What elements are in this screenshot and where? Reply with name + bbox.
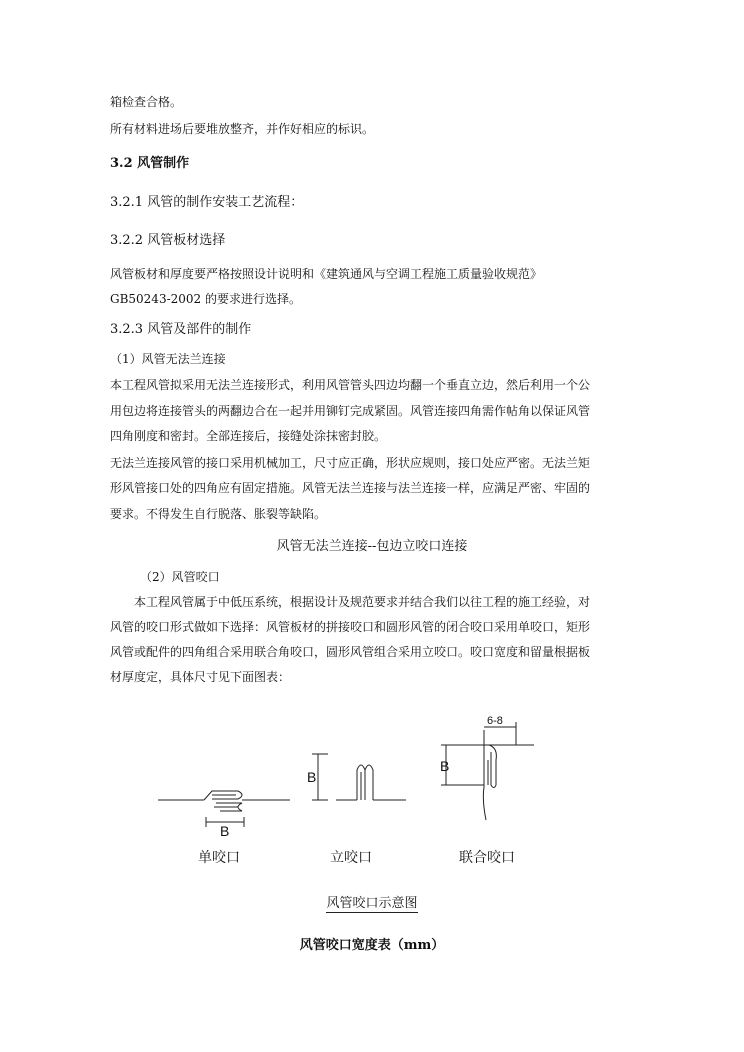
- paragraph-line: 四角刚度和密封。全部连接后，接缝处涂抹密封胶。: [110, 429, 387, 443]
- paragraph-line: 材厚度定，具体尺寸见下面图表：: [110, 670, 291, 684]
- standing-seam-drawing: [312, 754, 406, 800]
- paragraph-line: 风管或配件的四角组合采用联合角咬口，圆形风管组合采用立咬口。咬口宽度和留量根据板: [110, 645, 591, 659]
- section-heading-3-2: 3.2 风管制作: [110, 156, 190, 171]
- paragraph-line: 用包边将连接管头的两翻边合在一起并用铆钉完成紧固。风管连接四角需作帖角以保证风管: [110, 404, 591, 418]
- paragraph-line: 箱检查合格。: [110, 95, 183, 109]
- paragraph-line: 所有材料进场后要堆放整齐，并作好相应的标识。: [110, 122, 375, 136]
- dim-label-b: B: [307, 769, 317, 785]
- label-standing-seam: 立咬口: [330, 849, 372, 865]
- table-title: 风管咬口宽度表（mm）: [299, 938, 445, 953]
- paragraph-line: 无法兰连接风管的接口采用机械加工，尺寸应正确，形状应规则，接口处应严密。无法兰矩: [110, 456, 591, 470]
- paragraph-line: 本工程风管拟采用无法兰连接形式，利用风管管头四边均翻一个垂直立边，然后利用一个公: [110, 378, 591, 392]
- paragraph-line: 要求。不得发生自行脱落、胀裂等缺陷。: [110, 507, 327, 521]
- paragraph-line: 形风管接口处的四角应有固定措施。风管无法兰连接与法兰连接一样，应满足严密、牢固的: [110, 481, 591, 495]
- paragraph-line: 风管的咬口形式做如下选择：风管板材的拼接咬口和圆形风管的闭合咬口采用单咬口，矩形: [110, 620, 591, 634]
- combined-seam-drawing: [441, 722, 534, 820]
- section-heading-3-2-3: 3.2.3 风管及部件的制作: [110, 322, 252, 337]
- paragraph-line: 本工程风管属于中低压系统，根据设计及规范要求并结合我们以往工程的施工经验，对: [134, 595, 591, 609]
- paragraph-line: GB50243-2002 的要求进行选择。: [110, 292, 301, 306]
- label-single-seam: 单咬口: [198, 849, 240, 865]
- single-seam-drawing: [158, 791, 290, 827]
- dim-label-6-8: 6-8: [487, 715, 503, 727]
- figure-title: [0, 892, 744, 911]
- section-heading-3-2-2: 3.2.2 风管板材选择: [110, 233, 226, 248]
- dim-label-b: B: [440, 758, 450, 774]
- section-heading-3-2-1: 3.2.1 风管的制作安装工艺流程：: [110, 195, 304, 210]
- figure-title-text: 风管咬口示意图: [326, 896, 418, 911]
- paragraph-line: 风管板材和厚度要严格按照设计说明和《建筑通风与空调工程施工质量验收规范》: [110, 267, 543, 281]
- dim-label-b: B: [220, 823, 230, 839]
- list-item-heading: （2）风管咬口: [140, 570, 220, 584]
- label-combined-seam: 联合咬口: [459, 849, 515, 865]
- figure-caption: 风管无法兰连接--包边立咬口连接: [276, 539, 468, 554]
- list-item-heading: （1）风管无法兰连接: [110, 352, 226, 366]
